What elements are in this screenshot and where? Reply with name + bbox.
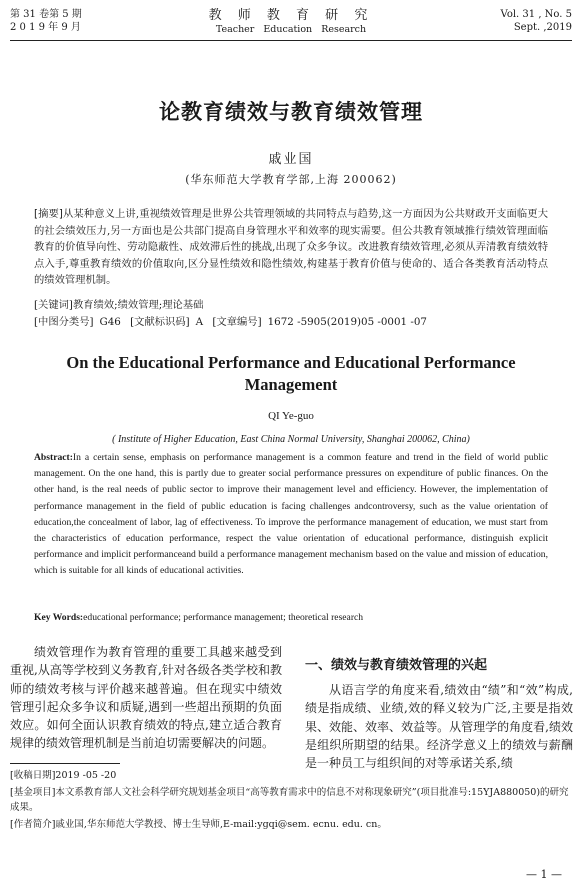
doc-code-label: [文献标识码]: [130, 316, 190, 328]
author-affiliation-cn: (华东师范大学教育学部,上海 200062): [185, 173, 397, 186]
journal-issue-info-en: [501, 8, 572, 34]
footnote-fund: [10, 785, 572, 815]
doc-code-value: A: [195, 316, 204, 328]
body-left-column: 绩效管理作为教育管理的重要工具越来越受到重视,从高等学校到义务教育,针对各级各类学校和教师的绩效考核与评价越来越普遍。但在现实中绩效管理引起众多争议和质疑,遇到一些超出预期的负面效应。如何全面认识教育绩效的特点,建立适合教育规律的绩效管理机制是当前迫切需要解决的问题。: [10, 645, 282, 751]
abstract-label-en: Abstract:: [34, 452, 73, 463]
author-name-cn: 戚业国: [268, 152, 314, 167]
journal-name-cn: 教 师 教 育 研 究: [208, 8, 374, 23]
keywords-label-en: Key Words:: [34, 612, 84, 623]
abstract-cn: [34, 206, 548, 289]
received-label: [收稿日期]: [10, 770, 56, 781]
abstract-text-en: In a certain sense, emphasis on performance management is a common feature and trend in the field of world public management. On the one hand, this is partly due to greater social performance pressures on expenditure of public finances. On the other hand, is the real needs of public sector to improve their management level and efficiency. However, the implementation of performance management in the field of public education is facing challenges andcontroversy, such as the value orientation of education,the concealment of labor, lag of effectiveness. To improve the performance management of education, we must start from the characteristics of education performance, respect the value orientation of educational performance, distinguish explicit performance and implicit performanceand build a performance management mechanism based on the value and mission of education, which is suitable for all kinds of educational activities.: [34, 452, 548, 577]
article-number-label: [文章编号]: [212, 316, 262, 328]
publication-date-en: Sept. ,2019: [513, 22, 572, 33]
fund-label: [基金项目]: [10, 787, 56, 798]
journal-name: [10, 8, 572, 36]
author-name-en: QI Ye-guo: [268, 410, 314, 422]
publication-date: 2 0 1 9 年 9 月: [10, 22, 81, 33]
keywords-cn: [34, 298, 548, 313]
footnote-divider: [10, 763, 120, 764]
journal-name-en: Teacher Education Research: [215, 24, 367, 35]
footnote-author: [10, 817, 572, 832]
abstract-en: [34, 450, 548, 580]
section-heading: 一、绩效与教育绩效管理的兴起: [305, 658, 488, 673]
article-title-en: On the Educational Performance and Educational Performance Management: [66, 353, 516, 394]
keywords-text-cn: 教育绩效;绩效管理;理论基础: [72, 299, 204, 311]
classification-line: [34, 315, 548, 330]
header-divider: [10, 40, 572, 41]
author-bio-text: 戚业国,华东师范大学教授、博士生导师,E-mail:ygqi@sem. ecnu. edu. cn。: [55, 819, 387, 830]
abstract-label-cn: [摘要]: [34, 208, 63, 220]
keywords-text-en: educational performance; performance management; theoretical research: [83, 612, 364, 623]
footnotes: [10, 768, 572, 834]
body-right-column: [305, 654, 573, 772]
author-affiliation-en: ( Institute of Higher Education, East China Normal University, Shanghai 200062, China): [112, 434, 470, 445]
abstract-text-cn: 从某种意义上讲,重视绩效管理是世界公共管理领域的共同特点与趋势,这一方面因为公共财政开支面临更大的社会绩效压力,另一方面也是公共部门提高自身管理水平和效率的现实需要。但公共教育领域推行绩效管理面临教育的价值导向性、劳动隐蔽性、成效滞后性的挑战,出现了众多争议。改进教育绩效管理,必须从弄清教育绩效特点入手,尊重教育绩效的价值取向,区分显性绩效和隐性绩效,构建基于教育价值与使命的、适合各类教育活动特点的绩效管理机制。: [34, 208, 548, 287]
article-number-value: 1672 -5905(2019)05 -0001 -07: [267, 316, 427, 328]
body-paragraph: 从语言学的角度来看,绩效由“绩”和“效”构成,绩是指成绩、业绩,效的释义较为广泛,主要是指效果、效能、效率、效益等。从管理学的角度看,绩效是组织所期望的结果。经济学意义上的绩效与薪酬是一种员工与组织间的对等承诺关系,绩: [305, 683, 573, 771]
page-number: — 1 —: [526, 868, 562, 881]
author-bio-label: [作者简介]: [10, 819, 56, 830]
clc-value: G46: [99, 316, 121, 328]
footnote-received: [10, 768, 572, 783]
received-date: 2019 -05 -20: [55, 770, 117, 781]
volume-issue: 第 31 卷第 5 期: [10, 9, 82, 20]
fund-text: 本文系教育部人文社会科学研究规划基金项目“高等教育需求中的信息不对称现象研究”(项目批准号:15YJA880050)的研究成果。: [10, 787, 569, 813]
volume-issue-en: Vol. 31 , No. 5: [500, 9, 572, 20]
clc-label: [中图分类号]: [34, 316, 94, 328]
keywords-en: [34, 610, 548, 625]
article-title-cn: 论教育绩效与教育绩效管理: [159, 100, 423, 124]
keywords-label-cn: [关键词]: [34, 299, 73, 311]
running-header: [10, 8, 572, 40]
